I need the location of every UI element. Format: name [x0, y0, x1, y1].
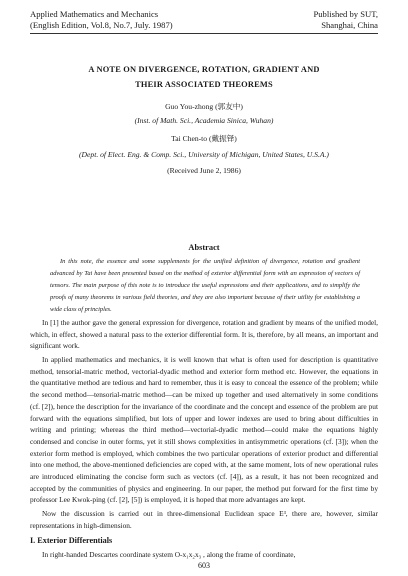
abstract-heading: Abstract: [188, 243, 220, 252]
body-paragraph-2: In applied mathematics and mechanics, it is well known that what is often used for description is quantitative method, tensorial-matric method, vectorial-dyadic method and exterior form method etc. However, the equations in the quantitative method are tedious and hard to remember, thus it is easy to conceal the essence of the problem; while the second method—tensorial-matric method—can be mixed up together and used alternatively in some conditions (cf. [2]), hence the description for the invariance of the coordinate and the concept and essence of the problem are put forward with the equations simplified, but lots of upper and lower indexes are used to bring about difficulties in writing and printing; whereas the third method—vectorial-dyadic method—could make the equations highly condensed and concise in outer forms, yet it still shows complexities in antisymmetric operations (cf. [3]); when the exterior form method is employed, which combines the two particular operations of exterior product and differential into one method, the above-mentioned deficiencies are coped with, at the same moment, lots of new operational rules are introduced eliminating the concise form such as vectors (cf. [4]), as a result, it has not been recognized and accepted by the communities of physics and engineering. In our paper, the method put forward for the first time by professor Lee Kwok-ping (cf. [2], [5]) is employed, it is hoped that more advantages are kept.: [30, 355, 378, 505]
publisher-location: Shanghai, China: [321, 20, 378, 30]
title-line-2: THEIR ASSOCIATED THEOREMS: [135, 80, 273, 89]
author-2-affiliation: (Dept. of Elect. Eng. & Comp. Sci., University of Michigan, United States, U.S.A.): [79, 150, 329, 159]
body-paragraph-4: In right-handed Descartes coordinate system O-x₁x₂x₃ , along the frame of coordinate,: [42, 550, 296, 559]
paper-title: [30, 62, 378, 92]
body-paragraph-1: In [1] the author gave the general expression for divergence, rotation and gradient by means of the unified model, which, in effect, showed a natural pass to the exterior differential form. It is, therefore, by all means, an important and significant work.: [30, 318, 378, 351]
header-rule: [30, 33, 378, 34]
page-number: 603: [198, 561, 210, 570]
body-paragraph-3: Now the discussion is carried out in three-dimensional Euclidean space E³, there are, however, similar representations in high-dimension.: [30, 509, 378, 530]
section-heading: I. Exterior Differentials: [30, 536, 113, 545]
journal-header: [30, 9, 173, 31]
journal-edition: (English Edition, Vol.8, No.7, July. 1987): [30, 20, 173, 30]
author-1-affiliation: (Inst. of Math. Sci., Academia Sinica, Wuhan): [134, 116, 274, 125]
publisher-name: Published by SUT,: [313, 9, 378, 19]
abstract-text: In this note, the essence and some supplements for the unified definition of divergence, rotation and gradient advanced by Tai have been presented based on the method of exterior differential form with an expression of vectors of tensors. The main purpose of this note is to introduce the useful expressions and their applications, and to simplify the proofs of many theorems in various field theories, and they are also important because of their utility for establishing a wide class of principles.: [50, 258, 360, 313]
publisher-header: [313, 9, 378, 31]
author-2-name: Tai Chen-to (戴振铎): [171, 134, 237, 143]
author-1-name: Guo You-zhong (郭友中): [165, 102, 243, 111]
received-date: (Received June 2, 1986): [167, 166, 241, 175]
journal-name: Applied Mathematics and Mechanics: [30, 9, 159, 19]
title-line-1: A NOTE ON DIVERGENCE, ROTATION, GRADIENT AND: [88, 65, 320, 74]
